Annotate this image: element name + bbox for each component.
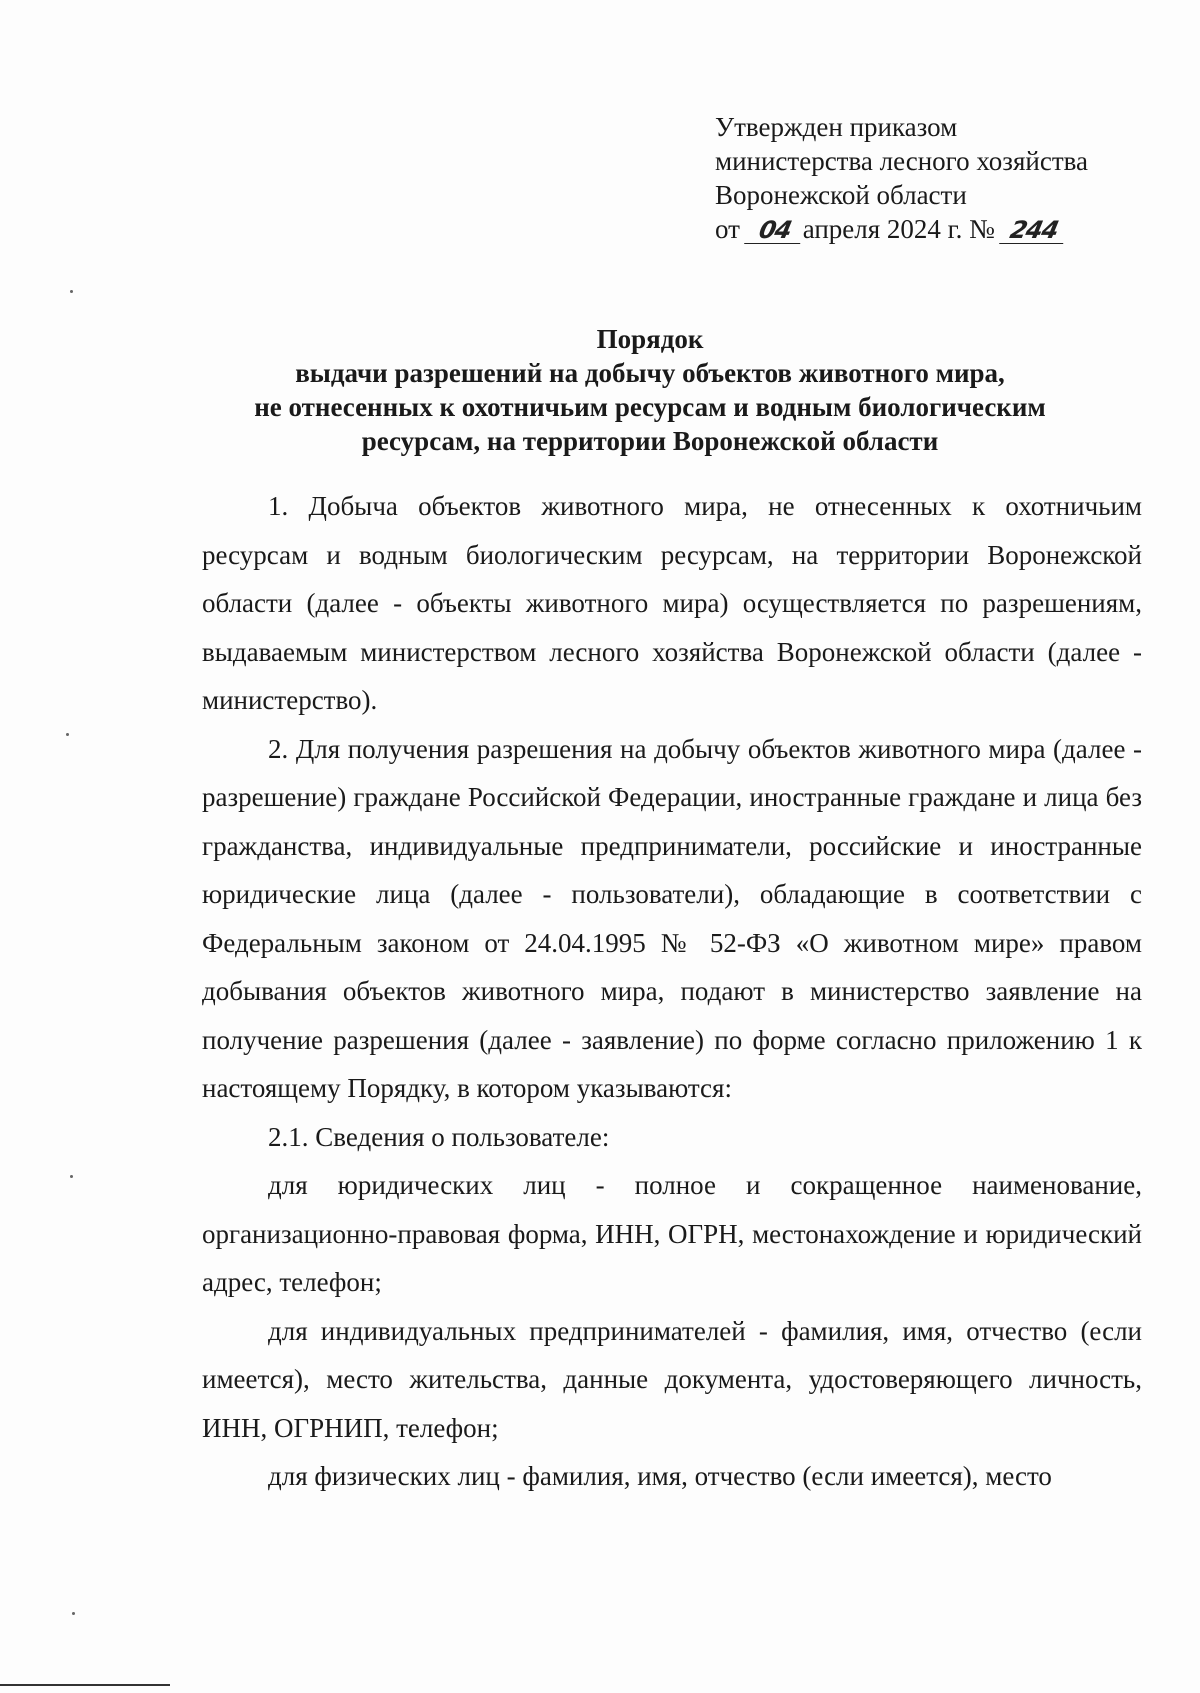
paragraph-individuals: для физических лиц - фамилия, имя, отчество (если имеется), место: [268, 1461, 1052, 1491]
document-title: [200, 322, 1100, 458]
title-line-1: Порядок: [596, 324, 704, 354]
approval-line-1: Утвержден приказом: [715, 112, 958, 142]
scan-speck: [66, 733, 69, 736]
approval-line-2: министерства лесного хозяйства: [715, 146, 1088, 176]
document-body: [202, 482, 1142, 1501]
scan-speck: [70, 1175, 73, 1178]
scan-edge-rule: [0, 1684, 170, 1686]
paragraph-entrepreneurs: для индивидуальных предпринимателей - фамилия, имя, отчество (если имеется), место жительства, данные документа, удостоверяющего личность, ИНН, ОГРНИП, телефон;: [202, 1315, 1142, 1443]
scan-speck: [70, 290, 73, 293]
approval-date-line: [715, 212, 1088, 246]
approval-line-3: Воронежской области: [715, 180, 967, 210]
title-line-2: выдачи разрешений на добычу объектов животного мира,: [295, 358, 1005, 388]
paragraph-1: 1. Добыча объектов животного мира, не отнесенных к охотничьим ресурсам и водным биологическим ресурсам, на территории Воронежской области (далее - объекты животного мира) осуществляется по разрешениям, выдаваемым министерством лесного хозяйства Воронежской области (далее - министерство).: [202, 491, 1142, 715]
handwritten-order-number: 244: [999, 217, 1069, 244]
title-line-4: ресурсам, на территории Воронежской области: [361, 426, 939, 456]
title-line-3: не отнесенных к охотничьим ресурсам и водным биологическим: [254, 392, 1046, 422]
paragraph-2: 2. Для получения разрешения на добычу объектов животного мира (далее - разрешение) граждане Российской Федерации, иностранные граждане и лица без гражданства, индивидуальные предприниматели, российские и иностранные юридические лица (далее - пользователи), обладающие в соответствии с Федеральным законом от 24.04.1995 № 52-ФЗ «О животном мире» правом добывания объектов животного мира, подают в министерство заявление на получение разрешения (далее - заявление) по форме согласно приложению 1 к настоящему Порядку, в котором указываются:: [202, 733, 1142, 1103]
scan-speck: [72, 1612, 75, 1615]
handwritten-day: 04: [744, 217, 806, 244]
date-prefix: от: [715, 214, 747, 244]
approval-block: [715, 110, 1088, 246]
date-middle: апреля 2024 г. №: [802, 214, 1002, 244]
paragraph-legal-entities: для юридических лиц - полное и сокращенное наименование, организационно-правовая форма, ИНН, ОГРН, местонахождение и юридический адрес, телефон;: [202, 1170, 1142, 1297]
paragraph-2-1: 2.1. Сведения о пользователе:: [268, 1121, 610, 1152]
